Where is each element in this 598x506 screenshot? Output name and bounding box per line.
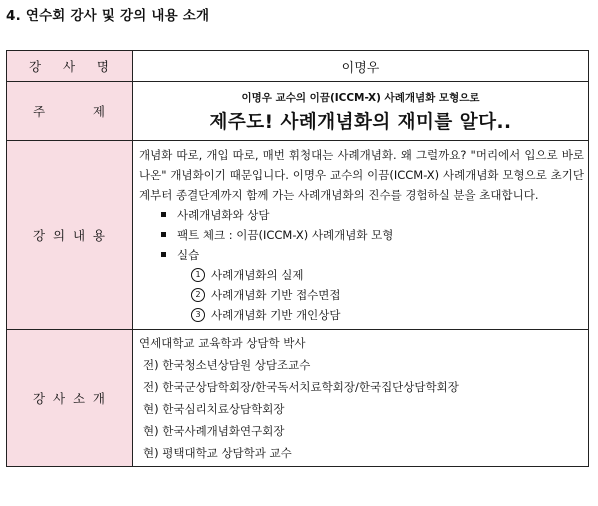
list-item: 사례개념화와 상담 bbox=[161, 205, 584, 225]
content-bullet-list bbox=[139, 205, 584, 325]
square-bullet-icon bbox=[161, 232, 166, 237]
bio-list bbox=[139, 332, 584, 464]
circled-number: 1 bbox=[191, 268, 205, 282]
bio-label: 강 사 소 개 bbox=[7, 330, 133, 467]
square-bullet-icon bbox=[161, 212, 166, 217]
topic-cell bbox=[133, 82, 589, 141]
list-item: 현) 한국사례개념화연구회장 bbox=[143, 424, 285, 438]
content-label: 강 의 내 용 bbox=[7, 141, 133, 330]
topic-title: 제주도! 사례개념화의 재미를 알다.. bbox=[209, 112, 512, 133]
content-description: 개념화 따로, 개입 따로, 매번 휘청대는 사례개념화. 왜 그럴까요? "머리에서 입으로 바로 나온" 개념화이기 때문입니다. 이명우 교수의 이끔(ICCM-X) 사례개념화 모형으로 초기단계부터 종결단계까지 함께 가는 사례개념화의 진수를 경험하실 분을 초대합니다. bbox=[139, 148, 584, 202]
list-item: 현) 평택대학교 상담학과 교수 bbox=[143, 446, 292, 460]
topic-row bbox=[7, 82, 589, 141]
circled-number: 3 bbox=[191, 308, 205, 322]
bio-row bbox=[7, 330, 589, 467]
topic-subtitle: 이명우 교수의 이끔(ICCM-X) 사례개념화 모형으로 bbox=[241, 92, 480, 104]
lecturer-name: 이명우 bbox=[133, 51, 589, 82]
list-item: 1 사례개념화의 실제 bbox=[191, 265, 584, 285]
list-item: 현) 한국심리치료상담학회장 bbox=[143, 402, 285, 416]
content-row bbox=[7, 141, 589, 330]
lecture-info-table bbox=[6, 50, 589, 467]
section-heading: 4. 연수회 강사 및 강의 내용 소개 bbox=[6, 8, 210, 24]
square-bullet-icon bbox=[161, 252, 166, 257]
content-cell bbox=[133, 141, 589, 330]
list-item: 3 사례개념화 기반 개인상담 bbox=[191, 305, 584, 325]
list-item: 2 사례개념화 기반 접수면접 bbox=[191, 285, 584, 305]
circled-number: 2 bbox=[191, 288, 205, 302]
list-item: 전) 한국군상담학회장/한국독서치료학회장/한국집단상담학회장 bbox=[143, 380, 459, 394]
list-item: 팩트 체크 : 이끔(ICCM-X) 사례개념화 모형 bbox=[161, 225, 584, 245]
lecturer-row bbox=[7, 51, 589, 82]
bio-degree: 연세대학교 교육학과 상담학 박사 bbox=[139, 336, 306, 350]
bio-cell bbox=[133, 330, 589, 467]
topic-label: 주 제 bbox=[7, 82, 133, 141]
list-item: 전) 한국청소년상담원 상담조교수 bbox=[143, 358, 311, 372]
lecturer-label: 강 사 명 bbox=[7, 51, 133, 82]
list-item: 실습 1 사례개념화의 실제 2 사례개념화 기반 접수면접 3 사례개념화 기반 개인상담 bbox=[161, 245, 584, 325]
practice-sublist bbox=[177, 265, 584, 325]
